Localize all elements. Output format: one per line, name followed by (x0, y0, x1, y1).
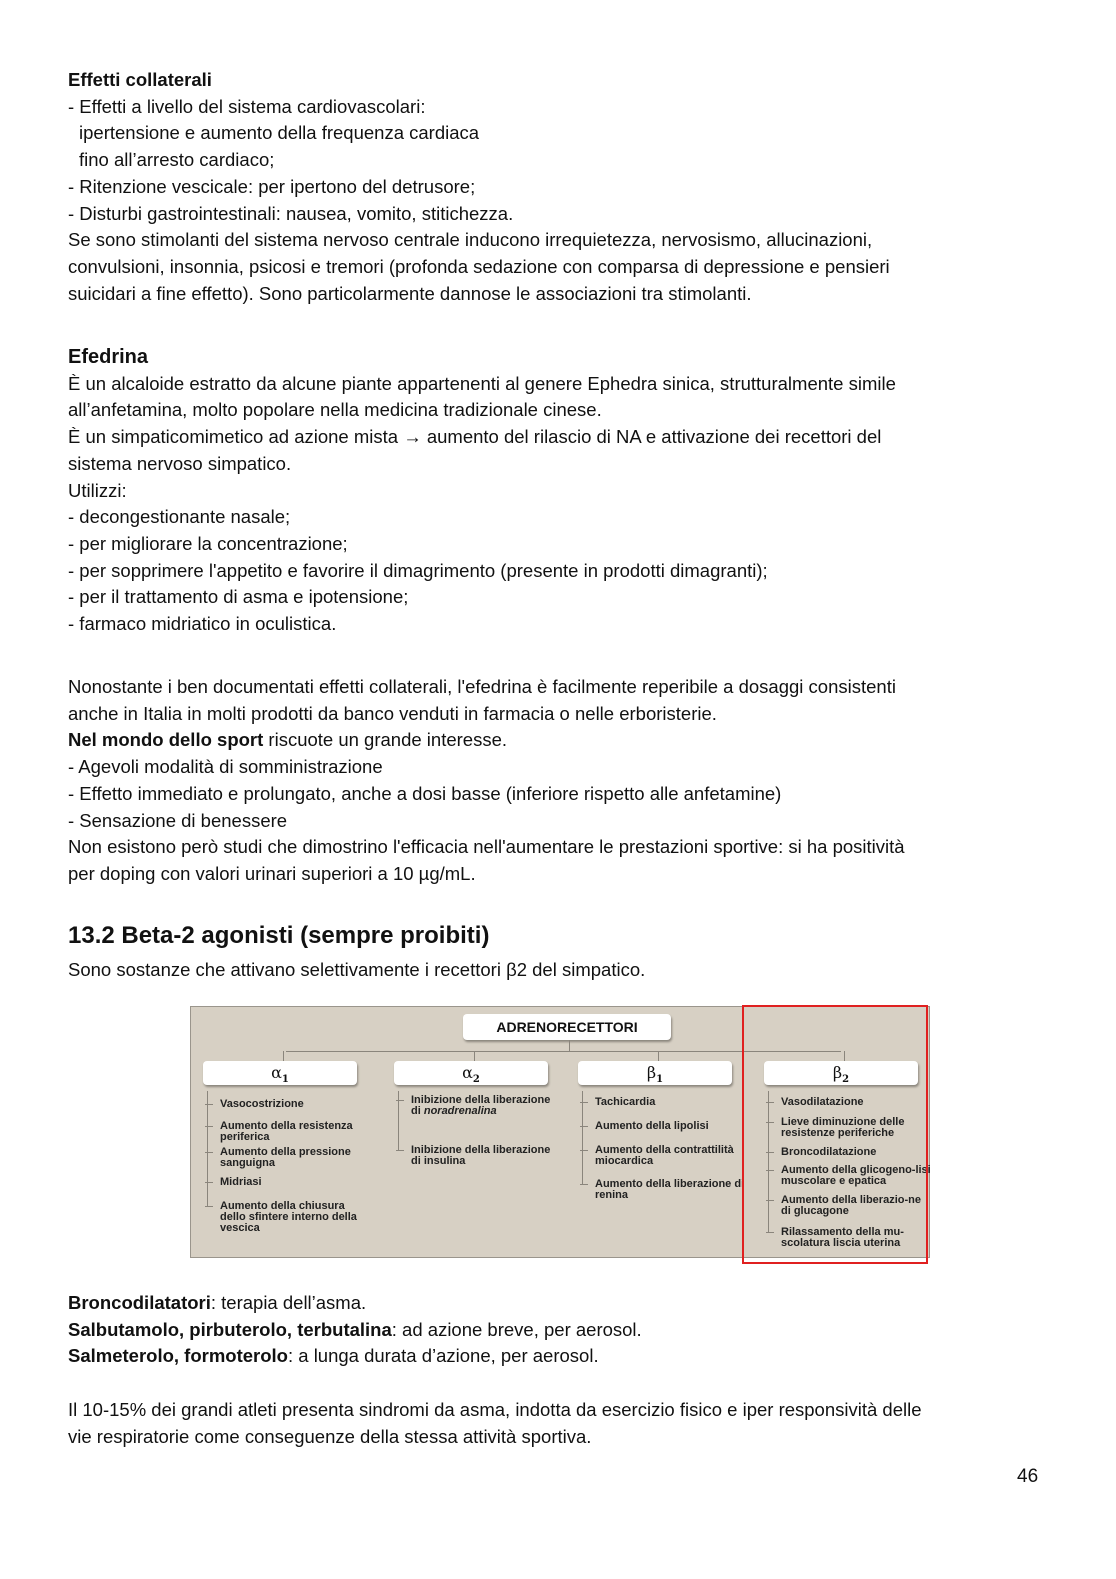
text-line: per doping con valori urinari superiori a 10 µg/mL. (68, 862, 476, 884)
text-line: Se sono stimolanti del sistema nervoso centrale inducono irrequietezza, nervosismo, allucinazioni, (68, 229, 873, 251)
text-line: È un alcaloide estratto da alcune piante appartenenti al genere Ephedra sinica, strutturalmente simile (68, 372, 896, 394)
receptor-effect: Aumento della contrattilità miocardica (595, 1145, 745, 1167)
receptor-index: 2 (842, 1074, 850, 1086)
text-line: all’anfetamina, molto popolare nella medicina tradizionale cinese. (68, 399, 602, 421)
text-line: fino all’arresto cardiaco; (79, 149, 275, 171)
text-line: - farmaco midriatico in oculistica. (68, 613, 337, 635)
receptor-effect: Tachicardia (595, 1097, 745, 1108)
receptor-effect: Inibizione della liberazione di noradrenalina (411, 1095, 561, 1117)
text-line: vie respiratorie come conseguenze della stessa attività sportiva. (68, 1425, 592, 1447)
text-line: - Sensazione di benessere (68, 809, 288, 831)
text-line: - decongestionante nasale; (68, 506, 291, 528)
receptor-effect: Midriasi (220, 1177, 370, 1188)
closing-paragraph (68, 1397, 1048, 1450)
text-line: - Effetto immediato e prolungato, anche a dosi basse (inferiore rispetto alle anfetamine) (68, 782, 782, 804)
sport-section (68, 674, 1048, 888)
receptor-symbol: β (646, 1063, 657, 1082)
receptor-effect: Aumento della liberazione di renina (595, 1178, 745, 1201)
text-line: - Effetti a livello del sistema cardiovascolari: (68, 95, 426, 117)
page-number: 46 (1017, 1466, 1039, 1487)
text-line: - per sopprimere l'appetito e favorire il dimagrimento (presente in prodotti dimagranti); (68, 559, 768, 581)
receptor-effect: Broncodilatazione (781, 1147, 931, 1158)
receptor-effect: Aumento della glicogeno-lisi muscolare e epatica (781, 1164, 931, 1187)
receptor-effect: Aumento della lipolisi (595, 1121, 745, 1132)
text-line: anche in Italia in molti prodotti da banco venduti in farmacia o nelle erboristerie. (68, 702, 717, 724)
text-line: - Ritenzione vescicale: per ipertono del detrusore; (68, 175, 476, 197)
text-line: - per migliorare la concentrazione; (68, 532, 348, 554)
text-line: convulsioni, insonnia, psicosi e tremori (profonda sedazione con comparsa di depressione e pensieri (68, 255, 890, 277)
receptor-effect: Aumento della pressione sanguigna (220, 1147, 370, 1169)
text-line: sistema nervoso simpatico. (68, 452, 292, 474)
text-line: ipertensione e aumento della frequenza cardiaca (79, 122, 480, 144)
text-line: - Disturbi gastrointestinali: nausea, vomito, stitichezza. (68, 202, 514, 224)
drug-name: Salmeterolo, formoterolo (68, 1345, 288, 1367)
side-effects-title: Effetti collaterali (68, 69, 212, 90)
text-line: suicidari a fine effetto). Sono particolarmente dannose le associazioni tra stimolanti. (68, 282, 752, 304)
sport-rest: riscuote un grande interesse. (263, 729, 508, 751)
highlight-box (742, 1005, 928, 1264)
drug-name: Salbutamolo, pirbuterolo, terbutalina (68, 1318, 392, 1340)
drug-line (68, 1343, 1048, 1370)
receptor-effect: Aumento della resistenza periferica (220, 1121, 370, 1143)
drug-name: Broncodilatatori (68, 1292, 211, 1313)
side-effects-section (68, 67, 1048, 307)
text-line: Utilizzi: (68, 479, 127, 501)
text-line: Il 10-15% dei grandi atleti presenta sindromi da asma, indotta da esercizio fisico e iper responsività delle (68, 1399, 922, 1420)
receptor-symbol: α (462, 1063, 473, 1082)
text-line: È un simpaticomimetico ad azione mista → aumento del rilascio di NA e attivazione dei recettori del (68, 426, 882, 448)
efedrina-section (68, 344, 1048, 638)
text-line: - Agevoli modalità di somministrazione (68, 756, 383, 778)
receptor-symbol: β (832, 1063, 843, 1082)
text-line: - per il trattamento di asma e ipotensione; (68, 586, 409, 608)
receptor-effect: Vasocostrizione (220, 1099, 370, 1110)
sport-line (68, 727, 1048, 754)
receptor-effect: Vasodilatazione (781, 1097, 931, 1108)
text-line: Non esistono però studi che dimostrino l'efficacia nell'aumentare le prestazioni sportive: si ha positività (68, 836, 905, 858)
drug-desc: : a lunga durata d’azione, per aerosol. (287, 1345, 599, 1367)
receptor-effect: Inibizione della liberazione di insulina (411, 1145, 561, 1167)
drug-line (68, 1290, 1048, 1317)
section-heading: 13.2 Beta-2 agonisti (sempre proibiti) (68, 922, 490, 949)
text-line: Nonostante i ben documentati effetti collaterali, l'efedrina è facilmente reperibile a dosaggi consistenti (68, 676, 896, 697)
receptor-effect: Rilassamento della mu-scolatura liscia uterina (781, 1227, 931, 1249)
receptor-index: 1 (281, 1074, 289, 1086)
efedrina-title: Efedrina (68, 346, 149, 368)
drug-desc: : ad azione breve, per aerosol. (391, 1318, 642, 1340)
drug-line (68, 1317, 1048, 1344)
receptor-index: 1 (656, 1074, 664, 1086)
sport-bold: Nel mondo dello sport (68, 729, 264, 751)
receptor-index: 2 (472, 1074, 480, 1086)
receptor-effect: Aumento della liberazio-ne di glucagone (781, 1195, 931, 1217)
section-intro: Sono sostanze che attivano selettivamente i recettori β2 del simpatico. (68, 959, 646, 980)
drug-desc: : terapia dell’asma. (210, 1292, 367, 1313)
receptor-alpha1-box (203, 1061, 357, 1085)
receptor-alpha2-box (394, 1061, 548, 1085)
receptor-effect: Lieve diminuzione delle resistenze periferiche (781, 1117, 931, 1139)
receptor-beta1-box (578, 1061, 732, 1085)
drugs-list (68, 1290, 1048, 1370)
diagram-root: ADRENORECETTORI (463, 1014, 671, 1040)
receptor-effect: Aumento della chiusura dello sfintere interno della vescica (220, 1201, 370, 1234)
receptor-symbol: α (271, 1063, 282, 1082)
